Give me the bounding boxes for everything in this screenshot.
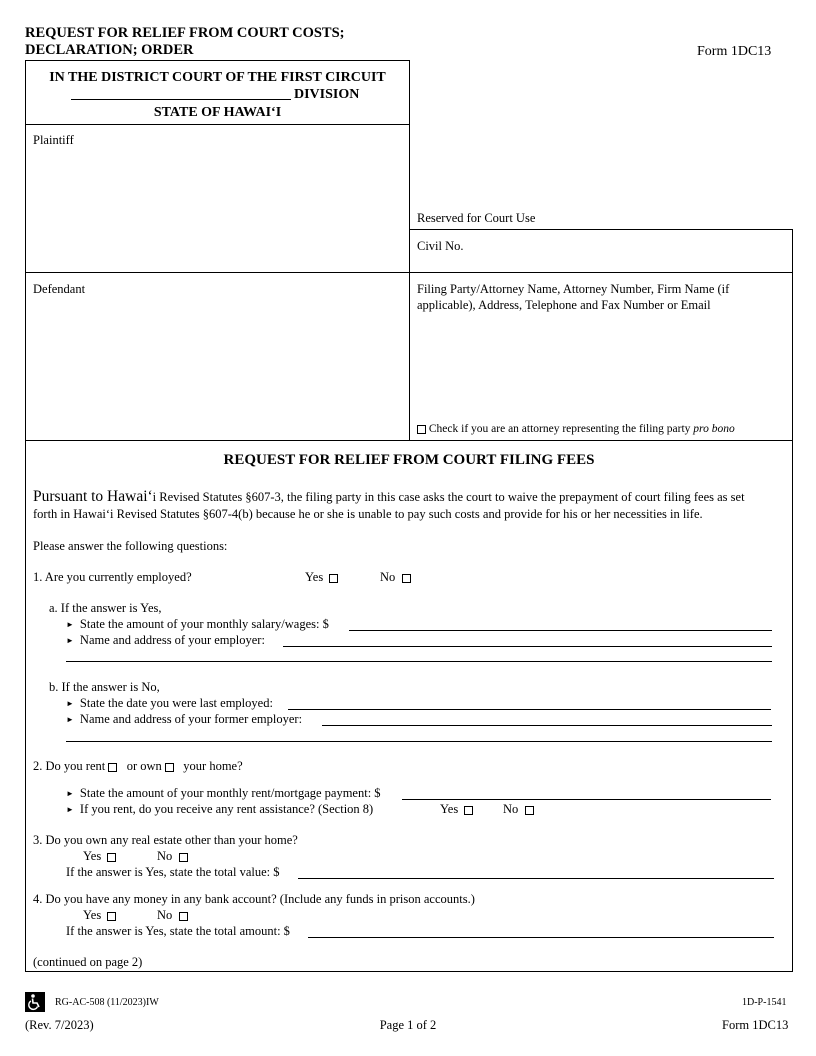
q3-yes-label: Yes <box>83 849 102 863</box>
q2-assistance-label: If you rent, do you receive any rent assistance? (Section 8) <box>79 802 374 816</box>
q3-no-label: No <box>157 849 173 863</box>
q3-value-label: If the answer is Yes, state the total value: $ <box>66 865 280 879</box>
q1a-salary-row <box>66 617 329 632</box>
q2-no-group <box>503 802 534 817</box>
party-divider <box>25 272 793 273</box>
q2-question <box>33 759 243 774</box>
q1a-employer-field[interactable] <box>283 646 772 647</box>
q3-no-checkbox[interactable] <box>179 853 188 862</box>
footer-rev: (Rev. 7/2023) <box>25 1018 94 1032</box>
footer-code: RG-AC-508 (11/2023)IW <box>55 997 159 1008</box>
bullet-icon: ► <box>66 620 74 629</box>
bullet-icon: ► <box>66 715 74 724</box>
q4-no-group <box>157 908 188 923</box>
q1b-former-label: Name and address of your former employer: <box>79 712 303 726</box>
bullet-icon: ► <box>66 699 74 708</box>
q2-yes-label: Yes <box>440 802 459 816</box>
q2-payment-field[interactable] <box>402 799 771 800</box>
q1b-former-field[interactable] <box>322 725 772 726</box>
division-label: DIVISION <box>294 87 360 102</box>
form-bottom <box>25 971 793 972</box>
filing-party-line1: Filing Party/Attorney Name, Attorney Number, Firm Name (if <box>417 282 730 296</box>
court-heading-box <box>25 60 410 125</box>
q2-payment-row <box>66 786 381 801</box>
footer-right-code: 1D-P-1541 <box>742 997 787 1008</box>
q1-yes-checkbox[interactable] <box>329 574 338 583</box>
q2-rent-label: 2. Do you rent <box>33 759 106 773</box>
bullet-icon: ► <box>66 789 74 798</box>
q3-yes-checkbox[interactable] <box>107 853 116 862</box>
q4-question: 4. Do you have any money in any bank account? (Include any funds in prison accounts.) <box>33 892 475 906</box>
plaintiff-label: Plaintiff <box>33 133 74 147</box>
bullet-icon: ► <box>66 636 74 645</box>
q3-value-field[interactable] <box>298 878 774 879</box>
intro-rest: i Revised Statutes §607-3, the filing party in this case asks the court to waive the prepayment of court filing fees as set <box>152 490 745 504</box>
q4-amount-label: If the answer is Yes, state the total amount: $ <box>66 924 290 938</box>
q1-no-checkbox[interactable] <box>402 574 411 583</box>
q4-yes-checkbox[interactable] <box>107 912 116 921</box>
continued-note: (continued on page 2) <box>33 955 143 969</box>
accessibility-icon <box>25 992 45 1012</box>
q2-payment-label: State the amount of your monthly rent/mortgage payment: $ <box>79 786 381 800</box>
state-label: STATE OF HAWAI‘I <box>153 105 282 120</box>
q1b-date-field[interactable] <box>288 709 771 710</box>
please-answer: Please answer the following questions: <box>33 539 228 553</box>
q1a-salary-label: State the amount of your monthly salary/wages: $ <box>79 617 329 631</box>
pro-bono-row <box>417 423 735 435</box>
q1-no-label: No <box>380 570 396 584</box>
q2-own-label: or own <box>126 759 162 773</box>
pro-bono-text: Check if you are an attorney representing the filing party <box>428 423 691 435</box>
filing-party-line2: applicable), Address, Telephone and Fax Number or Email <box>417 298 711 312</box>
footer-form: Form 1DC13 <box>722 1018 789 1032</box>
pro-bono-italic: pro bono <box>693 423 735 435</box>
form-number: Form 1DC13 <box>697 44 772 59</box>
civil-no-top <box>409 229 793 230</box>
bullet-icon: ► <box>66 805 74 814</box>
q2-yes-checkbox[interactable] <box>464 806 473 815</box>
q1a-employer-row <box>66 633 265 648</box>
q3-yes-group <box>83 849 116 864</box>
q1b-date-row <box>66 696 273 711</box>
q4-amount-field[interactable] <box>308 937 774 938</box>
section-heading: REQUEST FOR RELIEF FROM COURT FILING FEES <box>223 452 595 468</box>
q2-no-checkbox[interactable] <box>525 806 534 815</box>
q1a-salary-field[interactable] <box>349 630 772 631</box>
q1-no-group <box>380 570 411 585</box>
footer-page: Page 1 of 2 <box>379 1018 437 1032</box>
center-divider <box>409 125 410 441</box>
q2-rent-checkbox[interactable] <box>108 763 117 772</box>
reserved-label: Reserved for Court Use <box>417 211 536 225</box>
q3-question: 3. Do you own any real estate other than your home? <box>33 833 298 847</box>
q4-no-label: No <box>157 908 173 922</box>
intro-lead: Pursuant to Hawai‘ <box>33 488 153 505</box>
civil-no-label: Civil No. <box>417 239 464 253</box>
q1b-date-label: State the date you were last employed: <box>79 696 273 710</box>
q2-home-label: your home? <box>183 759 243 773</box>
q4-yes-group <box>83 908 116 923</box>
q3-no-group <box>157 849 188 864</box>
q1b-former-field-2[interactable] <box>66 741 772 742</box>
pro-bono-checkbox[interactable] <box>417 425 426 434</box>
q1a-employer-field-2[interactable] <box>66 661 772 662</box>
left-border <box>25 125 26 972</box>
right-border <box>792 229 793 972</box>
q2-own-checkbox[interactable] <box>165 763 174 772</box>
intro-line1 <box>33 488 745 506</box>
q1b-former-row <box>66 712 302 727</box>
division-blank[interactable] <box>71 99 291 100</box>
defendant-label: Defendant <box>33 282 86 296</box>
q2-assistance-row <box>66 802 373 817</box>
q4-no-checkbox[interactable] <box>179 912 188 921</box>
q1-question: 1. Are you currently employed? <box>33 570 192 584</box>
q2-yes-group <box>440 802 473 817</box>
q1a-label: a. If the answer is Yes, <box>49 601 162 615</box>
q1a-employer-label: Name and address of your employer: <box>79 633 265 647</box>
form-title-line2: DECLARATION; ORDER <box>25 42 194 58</box>
q1-yes-label: Yes <box>305 570 324 584</box>
q1-yes-group <box>305 570 338 585</box>
q4-yes-label: Yes <box>83 908 102 922</box>
form-title-line1: REQUEST FOR RELIEF FROM COURT COSTS; <box>25 25 345 41</box>
q1b-label: b. If the answer is No, <box>49 680 160 694</box>
court-name: IN THE DISTRICT COURT OF THE FIRST CIRCUIT <box>49 70 386 85</box>
q2-no-label: No <box>503 802 519 816</box>
intro-line2: forth in Hawai‘i Revised Statutes §607-4(b) because he or she is unable to pay such costs and provide for his or her necessities in life. <box>33 507 703 521</box>
caption-bottom <box>25 440 793 441</box>
